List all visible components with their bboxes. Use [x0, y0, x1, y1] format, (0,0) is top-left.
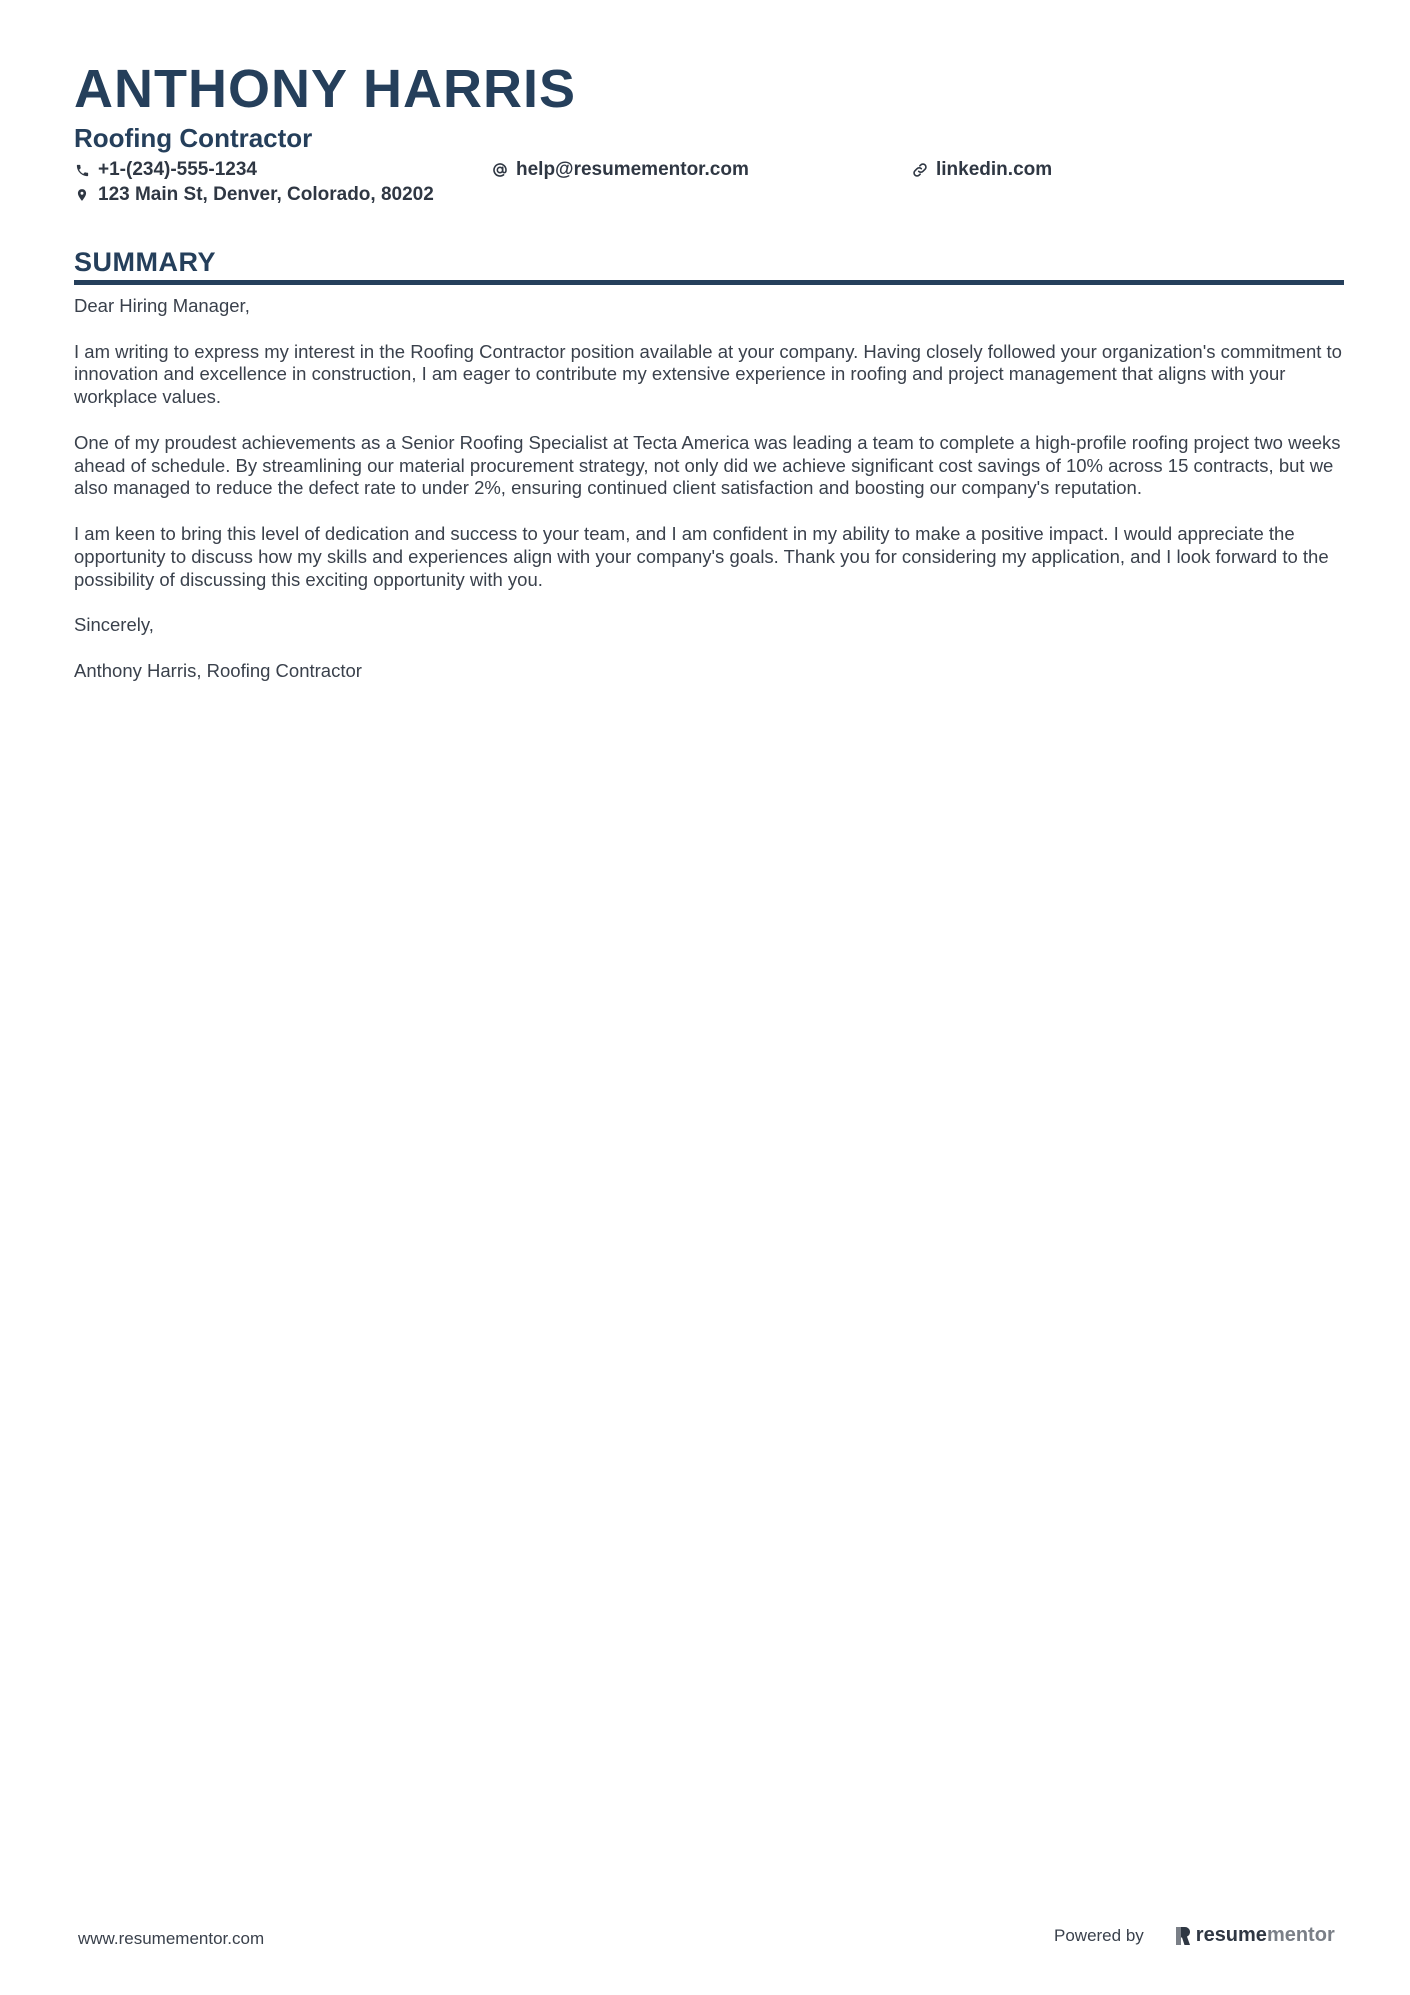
contact-info: [74, 158, 1344, 210]
letter-signature: Anthony Harris, Roofing Contractor: [74, 659, 362, 681]
email-text[interactable]: help@resumementor.com: [516, 159, 749, 180]
candidate-role: Roofing Contractor: [74, 123, 313, 153]
brand-logo[interactable]: [1174, 1924, 1335, 1947]
contact-link[interactable]: [912, 158, 1052, 182]
link-text[interactable]: linkedin.com: [936, 159, 1053, 180]
contact-email[interactable]: [492, 158, 749, 182]
brand-mark-icon: [1174, 1925, 1192, 1947]
location-pin-icon: [74, 187, 90, 203]
footer-website[interactable]: www.resumementor.com: [78, 1929, 265, 1948]
address-text: 123 Main St, Denver, Colorado, 80202: [98, 184, 434, 205]
letter-greeting: Dear Hiring Manager,: [74, 295, 250, 316]
brand-name-part-2: mentor: [1266, 1924, 1335, 1946]
contact-address: [74, 183, 434, 207]
candidate-name: ANTHONY HARRIS: [74, 59, 577, 119]
phone-text: +1-(234)-555-1234: [98, 159, 257, 180]
letter-closing: Sincerely,: [74, 614, 154, 636]
link-icon: [912, 162, 928, 178]
powered-by-label: Powered by: [1054, 1925, 1144, 1945]
at-icon: [492, 162, 508, 178]
footer-branding: [1054, 1924, 1335, 1947]
brand-name-part-1: resume: [1195, 1924, 1267, 1946]
letter-paragraph-2: One of my proudest achievements as a Senior Roofing Specialist at Tecta America was leading a team to complete a high-profile roofing project two weeks ahead of schedule. By streamlining our material procurement strategy, not only did we achieve significant cost savings of 10% across 15 contracts, but we also managed to reduce the defect rate to under 2%, ensuring continued client satisfaction and boosting our company's reputation.: [74, 431, 1341, 499]
section-divider: [74, 280, 1344, 285]
phone-icon: [74, 162, 90, 178]
section-title-summary: SUMMARY: [74, 247, 216, 277]
letter-paragraph-1: I am writing to express my interest in the Roofing Contractor position available at your company. Having closely followed your organization's commitment to innovation and excellence in construction, I am eager to contribute my extensive experience in roofing and project management that aligns with your workplace values.: [74, 340, 1342, 408]
cover-letter-body: [74, 295, 1344, 683]
letter-paragraph-3: I am keen to bring this level of dedication and success to your team, and I am confident in my ability to make a positive impact. I would appreciate the opportunity to discuss how my skills and experiences align with your company's goals. Thank you for considering my application, and I look forward to the possibility of discussing this exciting opportunity with you.: [74, 522, 1329, 590]
contact-phone: [74, 158, 257, 182]
document-page: [74, 58, 1344, 705]
